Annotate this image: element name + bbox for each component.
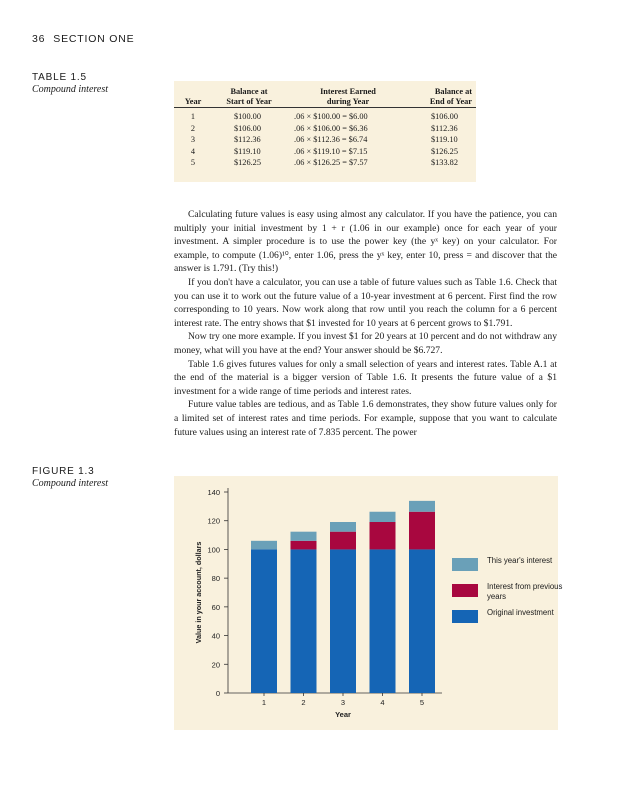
bar-segment <box>409 549 435 693</box>
y-tick-label: 60 <box>211 602 220 612</box>
y-tick-label: 40 <box>211 631 220 641</box>
y-tick-label: 20 <box>211 660 220 670</box>
y-tick-label: 140 <box>207 488 220 497</box>
table-row <box>174 108 476 123</box>
bar-segment <box>370 549 396 693</box>
bar-segment <box>409 501 435 512</box>
legend-label: Original investment <box>487 608 554 617</box>
legend-label: Interest from previous years <box>487 582 563 601</box>
y-tick-label: 80 <box>211 574 220 584</box>
cell-earned: .06 × $112.36 = $6.74 <box>294 135 368 144</box>
bar-segment <box>409 512 435 550</box>
table-label: TABLE 1.5 <box>32 72 87 83</box>
table-label-block <box>32 72 108 95</box>
legend-swatch <box>452 584 478 597</box>
y-tick-label: 0 <box>215 689 220 698</box>
table-caption: Compound interest <box>32 84 109 95</box>
col-header-start-line2: Start of Year <box>226 96 272 106</box>
cell-end: $106.00 <box>431 112 458 121</box>
cell-year: 1 <box>190 112 196 121</box>
y-tick-label: 100 <box>207 545 220 555</box>
col-header-end-line2: End of Year <box>429 96 472 106</box>
cell-year: 3 <box>190 135 196 144</box>
table-row <box>174 157 476 169</box>
compound-interest-table <box>174 81 476 182</box>
page-header <box>32 33 134 45</box>
col-header-start-line1: Balance at <box>230 87 268 96</box>
col-header-earned-line2: during Year <box>326 96 370 106</box>
body-text <box>174 208 557 439</box>
x-tick-label: 3 <box>340 698 346 707</box>
legend-swatch <box>452 610 478 623</box>
section-title: SECTION ONE <box>53 33 135 45</box>
x-axis-label: Year <box>335 710 351 719</box>
cell-earned: .06 × $126.25 = $7.57 <box>294 158 368 167</box>
paragraph: If you don't have a calculator, you can use a table of future values such as Table 1.6. Check that you can use it to work out the future value of a 10-year investment at 6 percent. First find the row corresponding to 10 years. Now work along that row until you reach the column for a 6 percent interest rate. The entry shows that $1 invested for 10 years at 6 percent grows to $1.791. <box>174 276 557 329</box>
paragraph: Future value tables are tedious, and as Table 1.6 demonstrates, they show future values only for a limited set of interest rates and time periods. For example, suppose that you want to calculate future values using an interest rate of 7.835 percent. The power <box>174 399 557 438</box>
cell-start: $112.36 <box>234 135 261 144</box>
table-row <box>174 146 476 158</box>
cell-year: 5 <box>190 158 196 167</box>
legend-swatch <box>452 558 478 571</box>
cell-end: $119.10 <box>431 135 458 144</box>
bar-segment <box>251 549 277 693</box>
col-header-earned <box>286 81 410 108</box>
paragraph: Now try one more example. If you invest $1 for 20 years at 10 percent and do not withdraw any money, what will you have at the end? Your answer should be $6.727. <box>174 331 557 356</box>
cell-start: $100.00 <box>234 112 261 121</box>
figure-label-block <box>32 466 108 489</box>
x-tick-label: 4 <box>380 698 385 707</box>
bar-segment <box>370 512 396 522</box>
cell-year: 4 <box>190 146 196 156</box>
y-tick-label: 120 <box>207 516 220 526</box>
col-header-year: Year <box>174 81 212 108</box>
paragraph: Calculating future values is easy using almost any calculator. If you have the patience, you can multiply your initial investment by 1 + r (1.06 in our example) once for each year of your investment. A simpler procedure is to use the power key (the yˣ key) on your calculator. For example, to compute (1.06)¹⁰, enter 1.06, press the yˣ key, enter 10, press = and discover that the answer is 1.791. (Try this!) <box>174 209 557 275</box>
bar-segment <box>370 522 396 549</box>
bar-segment <box>291 532 317 541</box>
figure-label: FIGURE 1.3 <box>32 466 95 477</box>
col-header-end-line1: Balance at <box>434 87 472 96</box>
cell-end: $126.25 <box>431 146 458 156</box>
cell-start: $119.10 <box>234 146 261 156</box>
bar-segment <box>330 549 356 693</box>
table-row <box>174 123 476 135</box>
figure-caption: Compound interest <box>32 478 109 489</box>
cell-end: $133.82 <box>431 158 458 167</box>
cell-start: $126.25 <box>234 158 261 167</box>
col-header-end <box>410 81 476 108</box>
y-axis-label: Value in your account, dollars <box>194 541 203 644</box>
bar-segment <box>330 532 356 550</box>
x-tick-label: 2 <box>301 698 306 707</box>
legend-label: This year's interest <box>487 556 553 565</box>
cell-start: $106.00 <box>234 123 261 133</box>
table <box>174 81 476 169</box>
table-header-row <box>174 81 476 108</box>
x-tick-label: 5 <box>419 698 425 707</box>
bar-segment <box>291 549 317 693</box>
x-tick-label: 1 <box>261 698 267 707</box>
cell-end: $112.36 <box>431 123 458 133</box>
paragraph: Table 1.6 gives futures values for only a small selection of years and interest rates. Table A.1 at the end of the material is a bigger version of Table 1.6. It presents the future value of a $1 investment for a wide range of time periods and interest rates. <box>174 358 557 397</box>
cell-earned: .06 × $119.10 = $7.15 <box>294 146 368 156</box>
cell-earned: .06 × $100.00 = $6.00 <box>294 112 368 121</box>
bar-segment <box>330 522 356 532</box>
col-header-earned-line1: Interest Earned <box>320 87 376 96</box>
col-header-start <box>212 81 286 108</box>
table-row <box>174 134 476 146</box>
bar-segment <box>251 541 277 550</box>
bar-segment <box>291 541 317 550</box>
page-number: 36 <box>32 33 46 45</box>
chart-svg <box>174 476 558 730</box>
cell-earned: .06 × $106.00 = $6.36 <box>294 123 368 133</box>
compound-interest-chart <box>174 476 563 730</box>
cell-year: 2 <box>190 123 196 133</box>
